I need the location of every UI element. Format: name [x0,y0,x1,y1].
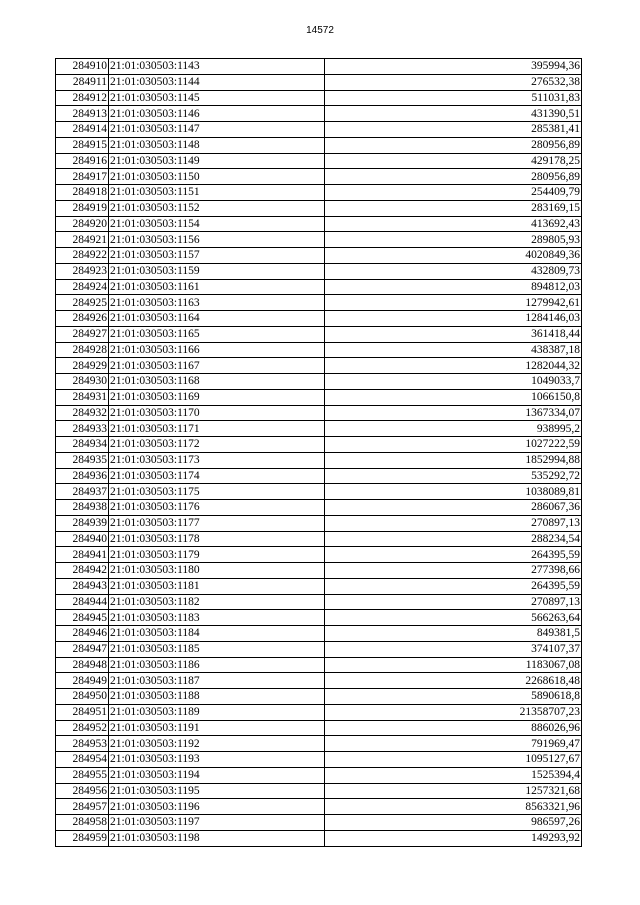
cadastral-value-cell: 5890618,8 [325,689,582,705]
cadastral-number-cell: 21:01:030503:1175 [109,484,325,500]
cadastral-value-cell: 289805,93 [325,232,582,248]
table-row [56,610,582,626]
table-row [56,137,582,153]
cadastral-number-cell: 21:01:030503:1149 [109,153,325,169]
table-row [56,106,582,122]
cadastral-number-cell: 21:01:030503:1165 [109,326,325,342]
cadastral-value-cell: 1279942,61 [325,295,582,311]
cadastral-value-cell: 264395,59 [325,578,582,594]
table-row [56,673,582,689]
cadastral-number-cell: 21:01:030503:1161 [109,279,325,295]
cadastral-value-cell: 1066150,8 [325,389,582,405]
cadastral-number-cell: 21:01:030503:1152 [109,200,325,216]
cadastral-number-cell: 21:01:030503:1167 [109,358,325,374]
cadastral-value-cell: 1257321,68 [325,783,582,799]
table-row [56,122,582,138]
cadastral-value-cell: 1852994,88 [325,452,582,468]
table-row [56,563,582,579]
cadastral-value-cell: 431390,51 [325,106,582,122]
cadastral-number-cell: 21:01:030503:1191 [109,720,325,736]
row-id-cell: 284933 [56,421,109,437]
row-id-cell: 284958 [56,815,109,831]
cadastral-number-cell: 21:01:030503:1146 [109,106,325,122]
cadastral-number-cell: 21:01:030503:1150 [109,169,325,185]
table-row [56,736,582,752]
cadastral-number-cell: 21:01:030503:1193 [109,752,325,768]
cadastral-number-cell: 21:01:030503:1185 [109,641,325,657]
cadastral-number-cell: 21:01:030503:1192 [109,736,325,752]
cadastral-value-cell: 270897,13 [325,515,582,531]
cadastral-number-cell: 21:01:030503:1157 [109,248,325,264]
cadastral-value-cell: 1027222,59 [325,437,582,453]
cadastral-number-cell: 21:01:030503:1188 [109,689,325,705]
cadastral-value-cell: 374107,37 [325,641,582,657]
table-row [56,311,582,327]
row-id-cell: 284931 [56,389,109,405]
table-row [56,531,582,547]
row-id-cell: 284932 [56,405,109,421]
row-id-cell: 284914 [56,122,109,138]
row-id-cell: 284953 [56,736,109,752]
table-row [56,815,582,831]
table-row [56,248,582,264]
cadastral-number-cell: 21:01:030503:1173 [109,452,325,468]
table-row [56,74,582,90]
table-row [56,342,582,358]
cadastral-value-cell: 894812,03 [325,279,582,295]
row-id-cell: 284955 [56,767,109,783]
cadastral-number-cell: 21:01:030503:1170 [109,405,325,421]
table-row [56,421,582,437]
row-id-cell: 284913 [56,106,109,122]
cadastral-value-cell: 285381,41 [325,122,582,138]
row-id-cell: 284920 [56,216,109,232]
table-row [56,389,582,405]
row-id-cell: 284919 [56,200,109,216]
cadastral-value-cell: 8563321,96 [325,799,582,815]
row-id-cell: 284923 [56,263,109,279]
cadastral-value-cell: 395994,36 [325,59,582,75]
cadastral-number-cell: 21:01:030503:1172 [109,437,325,453]
cadastral-value-cell: 1183067,08 [325,657,582,673]
row-id-cell: 284928 [56,342,109,358]
row-id-cell: 284956 [56,783,109,799]
row-id-cell: 284944 [56,594,109,610]
table-row [56,263,582,279]
cadastral-value-cell: 511031,83 [325,90,582,106]
row-id-cell: 284918 [56,185,109,201]
table-row [56,578,582,594]
table-row [56,468,582,484]
cadastral-number-cell: 21:01:030503:1194 [109,767,325,783]
cadastral-value-cell: 21358707,23 [325,704,582,720]
table-row [56,626,582,642]
table-row [56,153,582,169]
cadastral-number-cell: 21:01:030503:1159 [109,263,325,279]
cadastral-value-cell: 791969,47 [325,736,582,752]
cadastral-value-cell: 276532,38 [325,74,582,90]
cadastral-value-cell: 270897,13 [325,594,582,610]
row-id-cell: 284946 [56,626,109,642]
row-id-cell: 284940 [56,531,109,547]
table-row [56,704,582,720]
cadastral-number-cell: 21:01:030503:1184 [109,626,325,642]
cadastral-number-cell: 21:01:030503:1198 [109,830,325,846]
cadastral-number-cell: 21:01:030503:1186 [109,657,325,673]
table-row [56,59,582,75]
table-row [56,689,582,705]
cadastral-value-cell: 277398,66 [325,563,582,579]
row-id-cell: 284911 [56,74,109,90]
cadastral-number-cell: 21:01:030503:1179 [109,547,325,563]
cadastral-value-cell: 4020849,36 [325,248,582,264]
cadastral-number-cell: 21:01:030503:1164 [109,311,325,327]
cadastral-number-cell: 21:01:030503:1148 [109,137,325,153]
table-row [56,515,582,531]
row-id-cell: 284938 [56,500,109,516]
row-id-cell: 284941 [56,547,109,563]
cadastral-value-cell: 429178,25 [325,153,582,169]
cadastral-number-cell: 21:01:030503:1183 [109,610,325,626]
cadastral-value-cell: 938995,2 [325,421,582,437]
table-row [56,90,582,106]
row-id-cell: 284916 [56,153,109,169]
cadastral-number-cell: 21:01:030503:1181 [109,578,325,594]
table-row [56,326,582,342]
cadastral-number-cell: 21:01:030503:1156 [109,232,325,248]
table-body [56,59,582,847]
row-id-cell: 284957 [56,799,109,815]
row-id-cell: 284917 [56,169,109,185]
row-id-cell: 284936 [56,468,109,484]
row-id-cell: 284925 [56,295,109,311]
cadastral-number-cell: 21:01:030503:1197 [109,815,325,831]
cadastral-number-cell: 21:01:030503:1151 [109,185,325,201]
cadastral-value-cell: 1525394,4 [325,767,582,783]
row-id-cell: 284943 [56,578,109,594]
cadastral-number-cell: 21:01:030503:1166 [109,342,325,358]
cadastral-number-cell: 21:01:030503:1177 [109,515,325,531]
page-number: 14572 [306,25,334,36]
table-row [56,641,582,657]
row-id-cell: 284959 [56,830,109,846]
cadastral-number-cell: 21:01:030503:1154 [109,216,325,232]
cadastral-value-cell: 1284146,03 [325,311,582,327]
row-id-cell: 284951 [56,704,109,720]
cadastral-value-cell: 149293,92 [325,830,582,846]
table-row [56,657,582,673]
table-row [56,594,582,610]
cadastral-number-cell: 21:01:030503:1180 [109,563,325,579]
cadastral-number-cell: 21:01:030503:1169 [109,389,325,405]
cadastral-value-cell: 1038089,81 [325,484,582,500]
table-row [56,169,582,185]
row-id-cell: 284924 [56,279,109,295]
row-id-cell: 284921 [56,232,109,248]
cadastral-number-cell: 21:01:030503:1174 [109,468,325,484]
table-row [56,232,582,248]
table-row [56,200,582,216]
row-id-cell: 284947 [56,641,109,657]
row-id-cell: 284930 [56,374,109,390]
cadastral-value-cell: 886026,96 [325,720,582,736]
table-row [56,752,582,768]
table-row [56,799,582,815]
row-id-cell: 284934 [56,437,109,453]
cadastral-number-cell: 21:01:030503:1171 [109,421,325,437]
cadastral-number-cell: 21:01:030503:1163 [109,295,325,311]
table-row [56,279,582,295]
table-row [56,216,582,232]
cadastral-value-cell: 1367334,07 [325,405,582,421]
table-row [56,720,582,736]
table-row [56,484,582,500]
table-row [56,767,582,783]
cadastral-value-cell: 566263,64 [325,610,582,626]
row-id-cell: 284952 [56,720,109,736]
row-id-cell: 284950 [56,689,109,705]
cadastral-value-cell: 1049033,7 [325,374,582,390]
table-row [56,452,582,468]
cadastral-number-cell: 21:01:030503:1143 [109,59,325,75]
row-id-cell: 284926 [56,311,109,327]
cadastral-value-cell: 413692,43 [325,216,582,232]
row-id-cell: 284945 [56,610,109,626]
cadastral-value-cell: 2268618,48 [325,673,582,689]
table-row [56,437,582,453]
table-row [56,185,582,201]
cadastral-value-cell: 535292,72 [325,468,582,484]
cadastral-value-cell: 254409,79 [325,185,582,201]
cadastral-value-cell: 288234,54 [325,531,582,547]
cadastral-number-cell: 21:01:030503:1178 [109,531,325,547]
cadastral-number-cell: 21:01:030503:1189 [109,704,325,720]
cadastral-number-cell: 21:01:030503:1147 [109,122,325,138]
cadastral-value-cell: 432809,73 [325,263,582,279]
cadastral-value-cell: 438387,18 [325,342,582,358]
cadastral-value-cell: 264395,59 [325,547,582,563]
cadastral-number-cell: 21:01:030503:1145 [109,90,325,106]
table-row [56,547,582,563]
table-row [56,783,582,799]
row-id-cell: 284922 [56,248,109,264]
table-row [56,830,582,846]
cadastral-number-cell: 21:01:030503:1182 [109,594,325,610]
row-id-cell: 284935 [56,452,109,468]
row-id-cell: 284929 [56,358,109,374]
cadastral-value-cell: 849381,5 [325,626,582,642]
cadastral-number-cell: 21:01:030503:1168 [109,374,325,390]
cadastral-value-cell: 986597,26 [325,815,582,831]
row-id-cell: 284954 [56,752,109,768]
cadastral-number-cell: 21:01:030503:1176 [109,500,325,516]
row-id-cell: 284949 [56,673,109,689]
cadastral-value-cell: 280956,89 [325,137,582,153]
cadastral-value-cell: 286067,36 [325,500,582,516]
table-row [56,374,582,390]
cadastral-number-cell: 21:01:030503:1196 [109,799,325,815]
row-id-cell: 284915 [56,137,109,153]
cadastral-number-cell: 21:01:030503:1195 [109,783,325,799]
table-row [56,500,582,516]
cadastral-value-cell: 280956,89 [325,169,582,185]
row-id-cell: 284942 [56,563,109,579]
row-id-cell: 284939 [56,515,109,531]
cadastral-number-cell: 21:01:030503:1144 [109,74,325,90]
cadastral-value-cell: 283169,15 [325,200,582,216]
cadastral-number-cell: 21:01:030503:1187 [109,673,325,689]
table-row [56,295,582,311]
row-id-cell: 284927 [56,326,109,342]
table-row [56,358,582,374]
row-id-cell: 284937 [56,484,109,500]
cadastral-value-cell: 361418,44 [325,326,582,342]
cadastral-value-cell: 1095127,67 [325,752,582,768]
row-id-cell: 284948 [56,657,109,673]
cadastral-value-table [55,58,582,847]
row-id-cell: 284912 [56,90,109,106]
table-row [56,405,582,421]
cadastral-value-cell: 1282044,32 [325,358,582,374]
row-id-cell: 284910 [56,59,109,75]
